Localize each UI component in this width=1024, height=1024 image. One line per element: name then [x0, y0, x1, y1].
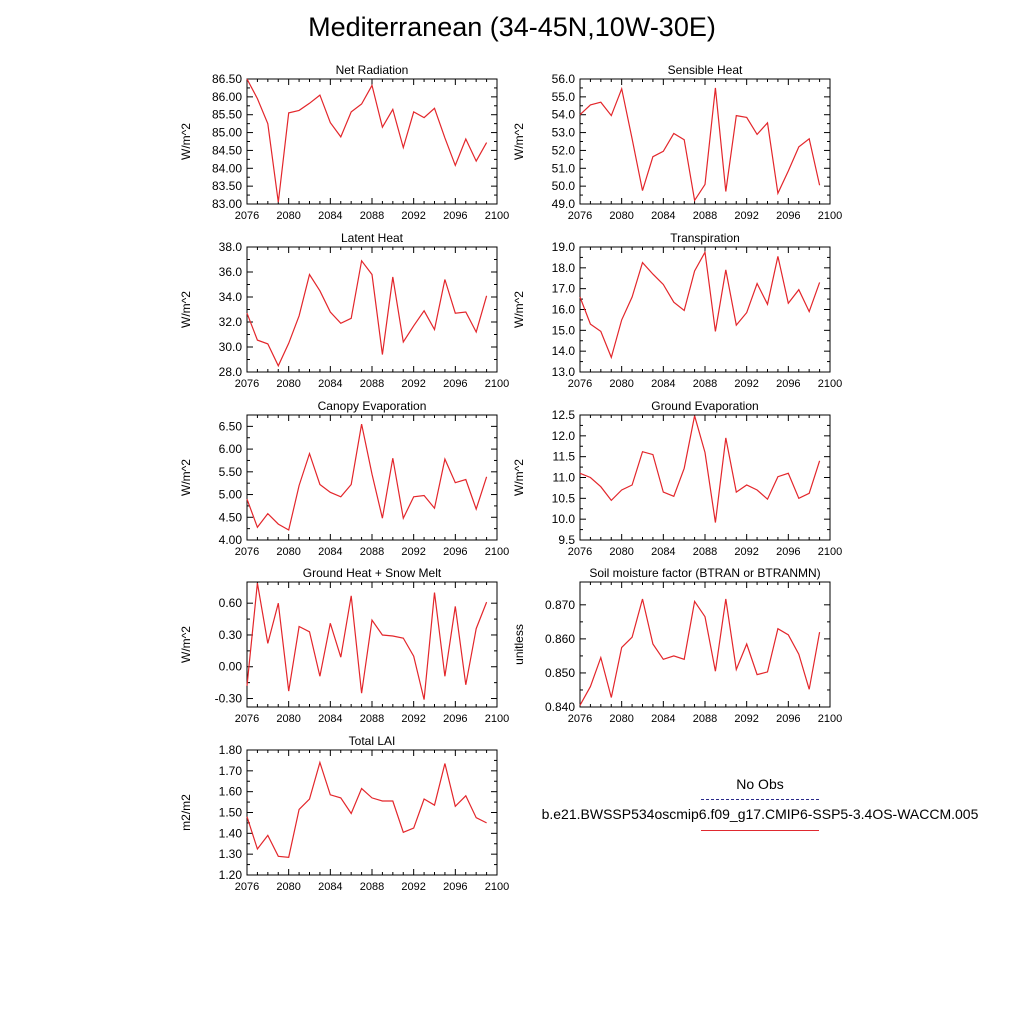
panel-7-title: Ground Heat + Snow Melt	[302, 566, 442, 580]
panel-5-series-line	[247, 424, 487, 530]
panel-4-xtick-label: 2092	[734, 378, 759, 390]
panel-4-ytick-label: 15.0	[551, 323, 575, 338]
panel-8-ylabel: unitless	[512, 624, 526, 665]
panel-5-xtick-label: 2100	[484, 546, 510, 558]
panel-9-xtick-label: 2088	[359, 881, 385, 893]
panel-1-title: Net Radiation	[335, 63, 409, 77]
panel-7-frame	[247, 582, 497, 707]
panel-3-ytick-label: 34.0	[218, 290, 242, 304]
panel-4-ytick-label: 17.0	[551, 281, 575, 296]
panel-1-xtick-label: 2080	[276, 210, 301, 222]
panel-3-xtick-label: 2100	[484, 378, 510, 390]
panel-7-ytick-label: 0.30	[218, 627, 242, 642]
panel-8-xtick-label: 2100	[817, 713, 843, 725]
panel-1-xtick-label: 2092	[401, 210, 426, 222]
panel-7-xtick-label: 2096	[443, 713, 468, 725]
panel-1-ytick-label: 83.50	[211, 179, 242, 194]
panel-6-ytick-label: 12.5	[551, 408, 575, 422]
legend-case-line	[701, 830, 819, 831]
panel-8-xtick-label: 2076	[567, 713, 593, 725]
panel-3-series-line	[247, 261, 487, 366]
panel-3-xtick-label: 2076	[234, 378, 260, 390]
panel-6-series-line	[580, 416, 820, 523]
panel-6-ylabel: W/m^2	[512, 459, 526, 496]
panel-1-frame	[247, 79, 497, 204]
panel-2-xtick-label: 2080	[609, 210, 634, 222]
panel-1-ytick-label: 84.00	[211, 161, 242, 176]
panel-1-ylabel: W/m^2	[179, 123, 193, 160]
panel-6-ytick-label: 10.5	[551, 491, 575, 506]
panel-4-xtick-label: 2096	[776, 378, 801, 390]
panel-2-ytick-label: 50.0	[551, 179, 575, 194]
panel-2-series-line	[580, 88, 820, 200]
panel-9-xtick-label: 2092	[401, 881, 426, 893]
panel-4-xtick-label: 2080	[609, 378, 634, 390]
panel-6-frame	[580, 415, 830, 540]
panel-7-ytick-label: -0.30	[214, 691, 242, 706]
panel-4-xtick-label: 2076	[567, 378, 593, 390]
panel-6-xtick-label: 2076	[567, 546, 593, 558]
panel-6-xtick-label: 2088	[692, 546, 718, 558]
panel-5-ylabel: W/m^2	[179, 459, 193, 496]
panel-9-ytick-label: 1.30	[218, 847, 242, 862]
panel-7-ytick-label: 0.00	[218, 659, 242, 674]
panel-4-xtick-label: 2100	[817, 378, 843, 390]
panel-8-title: Soil moisture factor (BTRAN or BTRANMN)	[589, 566, 821, 580]
panel-8-xtick-label: 2088	[692, 713, 718, 725]
panel-2-title: Sensible Heat	[667, 63, 743, 77]
panel-4-xtick-label: 2084	[651, 378, 676, 390]
panel-6-ytick-label: 10.0	[551, 512, 575, 527]
panel-1-ytick-label: 84.50	[211, 143, 242, 158]
panel-3-ytick-label: 30.0	[218, 340, 242, 354]
panel-3-xtick-label: 2096	[443, 378, 468, 390]
panel-3-ytick-label: 38.0	[218, 240, 242, 254]
panel-5-ytick-label: 6.50	[218, 419, 242, 434]
panel-5-ytick-label: 4.00	[218, 533, 242, 547]
panel-1-xtick-label: 2100	[484, 210, 510, 222]
panel-8-ytick-label: 0.870	[544, 597, 575, 612]
panel-9-series-line	[247, 763, 487, 858]
panel-2-ytick-label: 51.0	[551, 161, 575, 176]
panel-2-xtick-label: 2100	[817, 210, 843, 222]
panel-6-xtick-label: 2096	[776, 546, 801, 558]
panel-8-ytick-label: 0.840	[544, 700, 575, 714]
panel-2-xtick-label: 2092	[734, 210, 759, 222]
panel-2-ylabel: W/m^2	[512, 123, 526, 160]
panel-7-xtick-label: 2092	[401, 713, 426, 725]
legend	[530, 776, 990, 822]
panel-9-xtick-label: 2080	[276, 881, 301, 893]
panel-2-ytick-label: 52.0	[551, 143, 575, 158]
panel-6-ytick-label: 12.0	[551, 428, 575, 443]
panel-6-ytick-label: 11.0	[552, 470, 575, 485]
panel-7-ytick-label: 0.60	[218, 596, 242, 611]
panel-1-ytick-label: 86.00	[211, 89, 242, 104]
panel-8-ytick-label: 0.850	[544, 665, 575, 680]
panel-8-xtick-label: 2080	[609, 713, 634, 725]
panel-5-xtick-label: 2076	[234, 546, 260, 558]
panel-7-xtick-label: 2100	[484, 713, 510, 725]
panel-2-xtick-label: 2084	[651, 210, 676, 222]
panel-8-frame	[580, 582, 830, 707]
panel-1-series-line	[247, 79, 487, 202]
panel-8-xtick-label: 2096	[776, 713, 801, 725]
panel-5-xtick-label: 2080	[276, 546, 301, 558]
panel-9-xtick-label: 2076	[234, 881, 260, 893]
panel-3-xtick-label: 2080	[276, 378, 301, 390]
panel-1-xtick-label: 2084	[318, 210, 343, 222]
panel-5-xtick-label: 2088	[359, 546, 385, 558]
panel-7-xtick-label: 2080	[276, 713, 301, 725]
panel-1-ytick-label: 85.00	[211, 125, 242, 140]
panel-1-ytick-label: 86.50	[211, 72, 242, 86]
panel-5-ytick-label: 4.50	[218, 510, 242, 525]
panel-7-xtick-label: 2084	[318, 713, 343, 725]
panel-4-xtick-label: 2088	[692, 378, 718, 390]
panel-1-ytick-label: 85.50	[211, 107, 242, 122]
panel-9-title: Total LAI	[348, 734, 396, 748]
panel-2-xtick-label: 2088	[692, 210, 718, 222]
panel-9-ytick-label: 1.70	[218, 763, 242, 778]
panel-3-ytick-label: 36.0	[218, 265, 242, 279]
panel-2-ytick-label: 56.0	[551, 72, 575, 86]
legend-obs-line	[701, 799, 819, 800]
panel-9-xtick-label: 2096	[443, 881, 468, 893]
panel-8-series-line	[580, 599, 820, 705]
legend-obs-label: No Obs	[736, 776, 784, 792]
panel-5-xtick-label: 2084	[318, 546, 343, 558]
panel-5-ytick-label: 5.00	[218, 487, 242, 502]
panel-3-title: Latent Heat	[340, 231, 404, 245]
panel-1-xtick-label: 2088	[359, 210, 385, 222]
panel-3-ytick-label: 32.0	[218, 315, 242, 329]
panel-1-ytick-label: 83.00	[211, 197, 242, 211]
panel-8-xtick-label: 2092	[734, 713, 759, 725]
panel-7-xtick-label: 2076	[234, 713, 260, 725]
panel-1-xtick-label: 2076	[234, 210, 260, 222]
panel-6-xtick-label: 2100	[817, 546, 843, 558]
panel-7-xtick-label: 2088	[359, 713, 385, 725]
panel-4-title: Transpiration	[670, 231, 740, 245]
panel-6-title: Ground Evaporation	[651, 399, 759, 413]
panel-6-ytick-label: 11.5	[552, 449, 575, 464]
panel-5-title: Canopy Evaporation	[317, 399, 427, 413]
panel-3-xtick-label: 2088	[359, 378, 385, 390]
panel-6-ytick-label: 9.5	[558, 533, 575, 547]
panel-2-xtick-label: 2096	[776, 210, 801, 222]
panel-5-xtick-label: 2092	[401, 546, 426, 558]
panel-6-xtick-label: 2084	[651, 546, 676, 558]
panel-4-ytick-label: 16.0	[551, 302, 575, 317]
panel-3-xtick-label: 2084	[318, 378, 343, 390]
panel-4-ylabel: W/m^2	[512, 291, 526, 328]
panel-9-ytick-label: 1.80	[218, 743, 242, 757]
panel-7-ylabel: W/m^2	[179, 626, 193, 663]
panel-8-ytick-label: 0.860	[544, 631, 575, 646]
panel-6-xtick-label: 2092	[734, 546, 759, 558]
panel-5-frame	[247, 415, 497, 540]
panel-4-ytick-label: 13.0	[551, 365, 575, 379]
panel-4-ytick-label: 19.0	[551, 240, 575, 254]
panel-2-ytick-label: 49.0	[551, 197, 575, 211]
panel-2-xtick-label: 2076	[567, 210, 593, 222]
panel-2-ytick-label: 53.0	[551, 125, 575, 140]
panel-3-ylabel: W/m^2	[179, 291, 193, 328]
panel-3-xtick-label: 2092	[401, 378, 426, 390]
panel-9-ytick-label: 1.40	[218, 826, 242, 841]
panel-3-ytick-label: 28.0	[218, 365, 242, 379]
panel-1-xtick-label: 2096	[443, 210, 468, 222]
panel-9-frame	[247, 750, 497, 875]
panel-5-ytick-label: 6.00	[218, 442, 242, 457]
panel-6-xtick-label: 2080	[609, 546, 634, 558]
panel-9-xtick-label: 2084	[318, 881, 343, 893]
panel-9-ytick-label: 1.20	[218, 868, 242, 882]
panel-8-xtick-label: 2084	[651, 713, 676, 725]
legend-case-label: b.e21.BWSSP534oscmip6.f09_g17.CMIP6-SSP5-3.4OS-WACCM.005	[541, 806, 979, 822]
panel-9-ylabel: m2/m2	[179, 794, 193, 831]
panel-9-xtick-label: 2100	[484, 881, 510, 893]
panel-9-ytick-label: 1.60	[218, 784, 242, 799]
panel-2-ytick-label: 54.0	[551, 107, 575, 122]
panel-4-ytick-label: 14.0	[551, 344, 575, 359]
panel-4-ytick-label: 18.0	[551, 260, 575, 275]
panel-4-series-line	[580, 252, 820, 357]
panel-7-series-line	[247, 583, 487, 700]
panel-4-frame	[580, 247, 830, 372]
panel-5-ytick-label: 5.50	[218, 464, 242, 479]
panel-5-xtick-label: 2096	[443, 546, 468, 558]
panel-2-ytick-label: 55.0	[551, 89, 575, 104]
panel-9-ytick-label: 1.50	[218, 805, 242, 820]
figure-title: Mediterranean (34-45N,10W-30E)	[308, 12, 716, 42]
